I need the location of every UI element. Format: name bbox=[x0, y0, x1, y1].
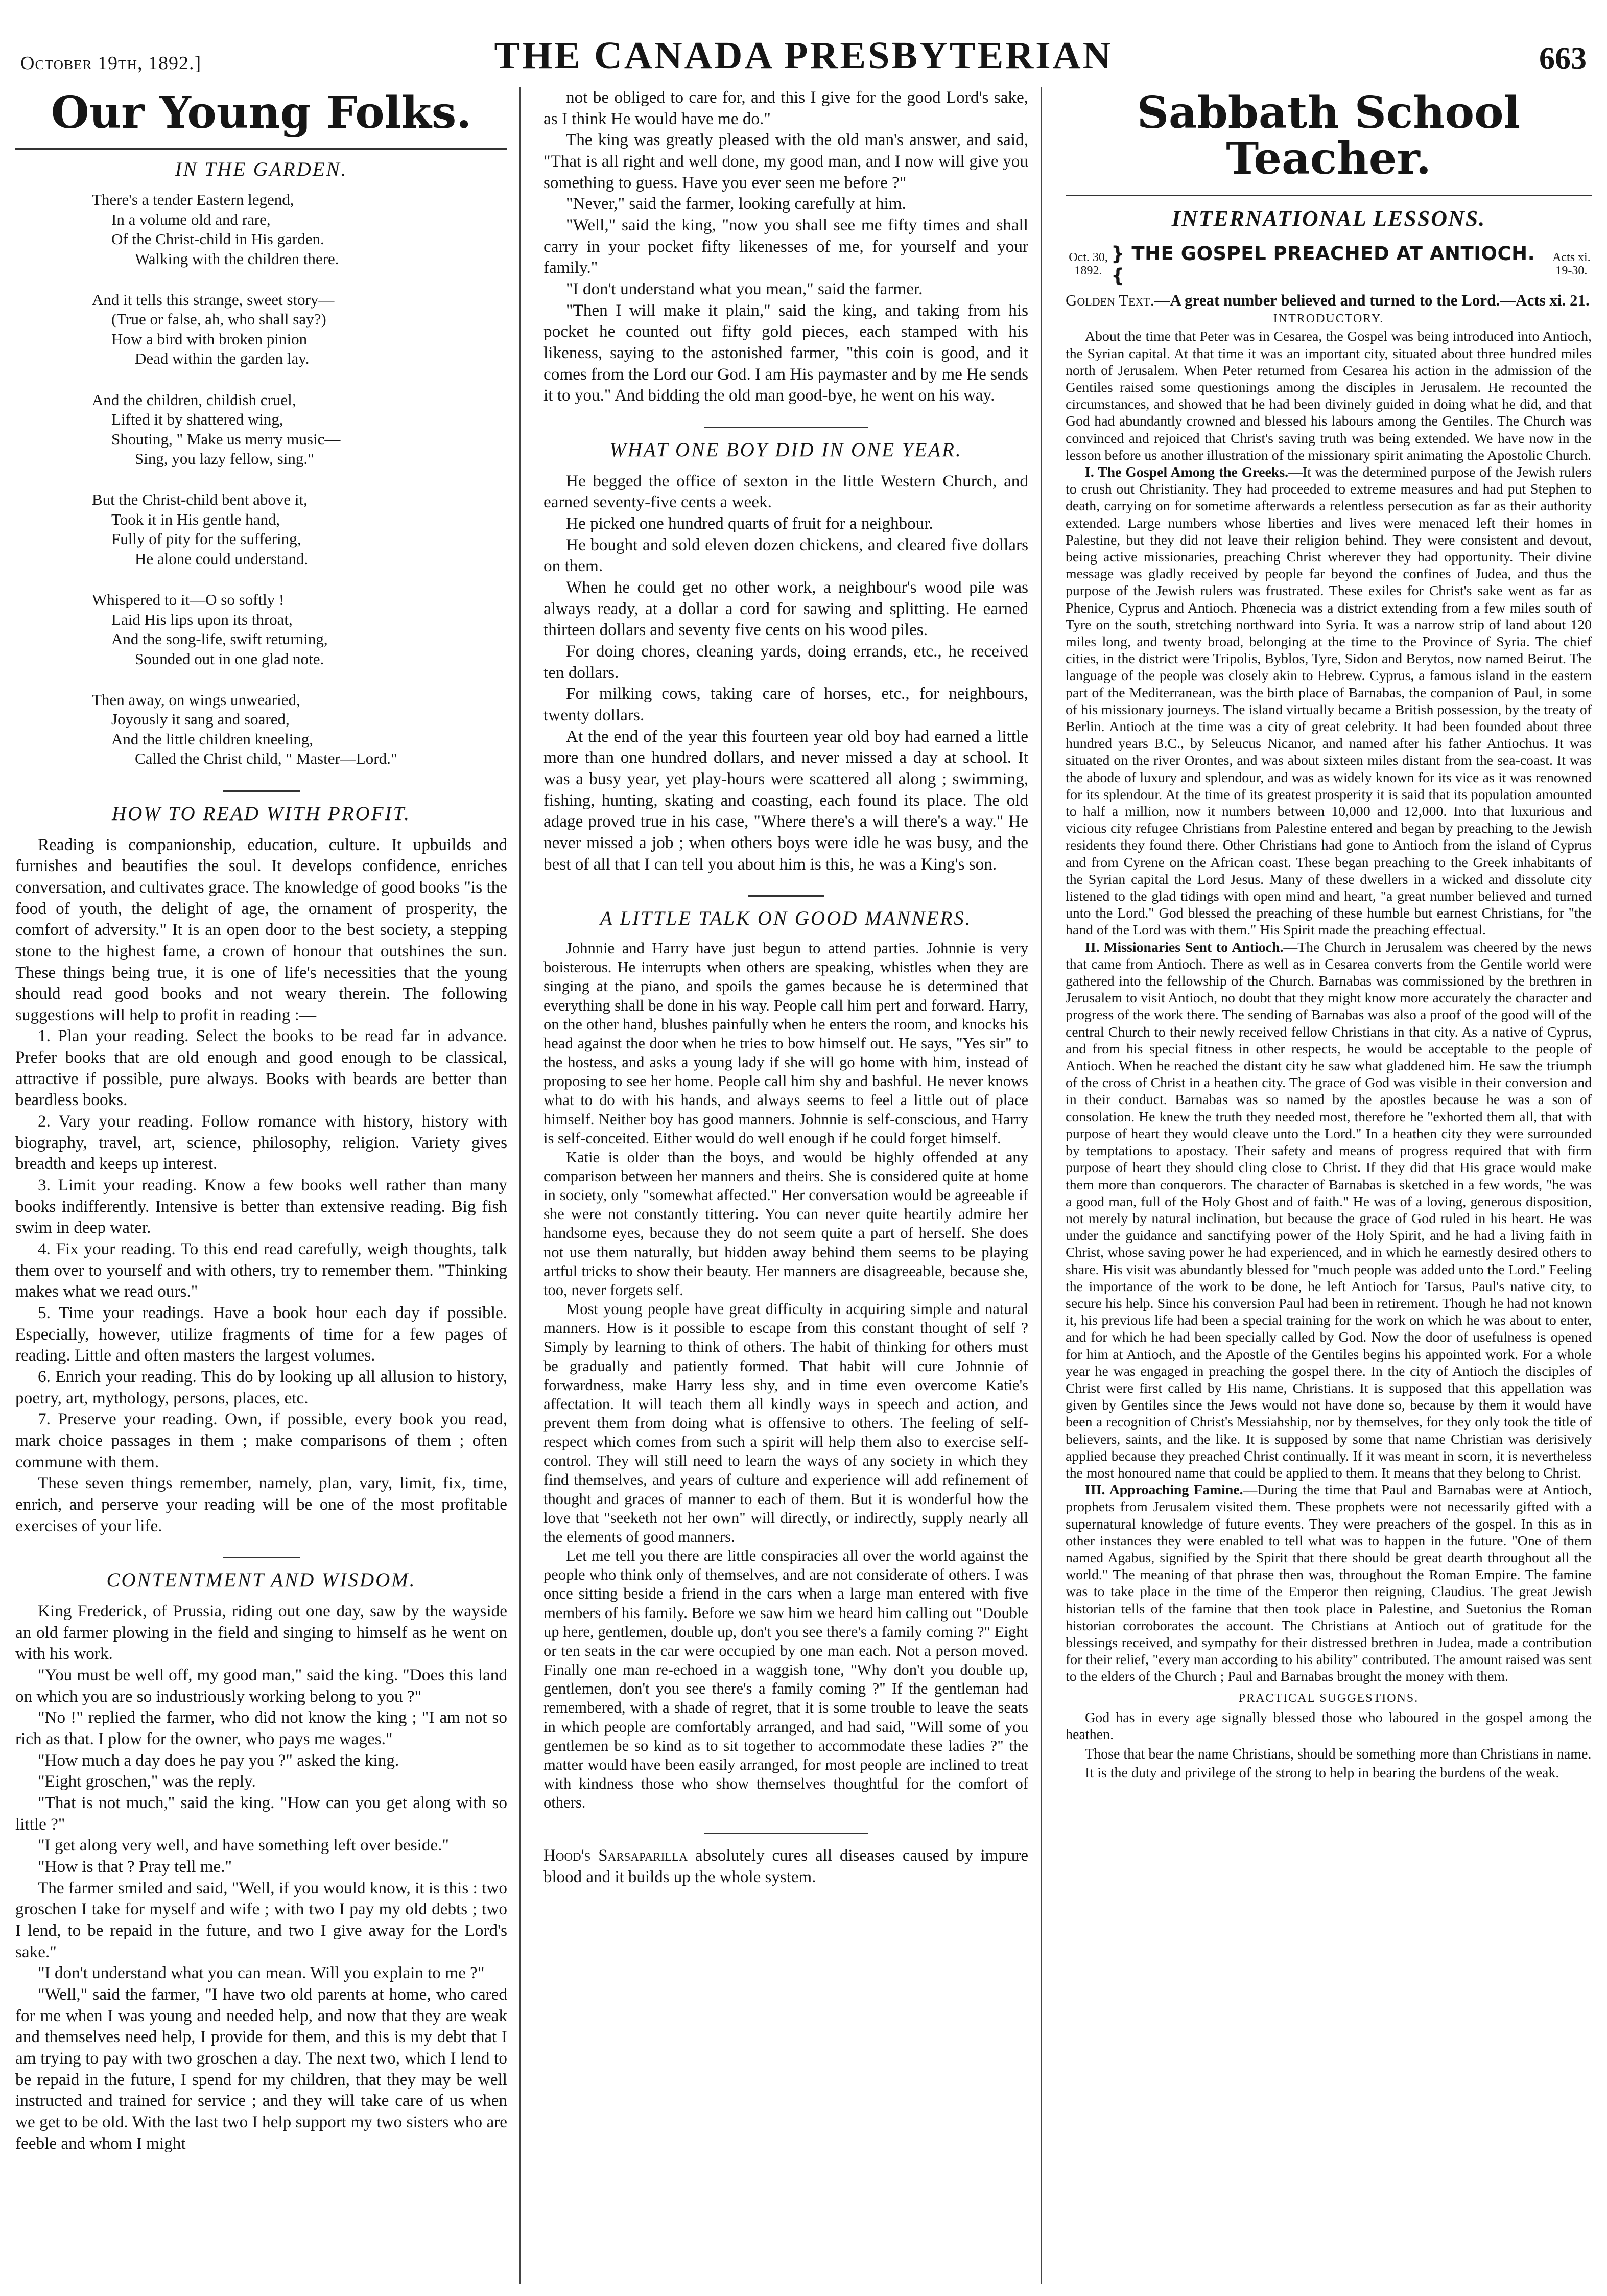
paragraph: Katie is older than the boys, and would be highly offended at any comparison between her manners and theirs. She is considered quite at home in society, only "somewhat affected." Her conversation would be agreeable if she were not constantly tittering. You can never quite heartily admire her handsome eyes, because they do not seem quite a part of herself. She does not use them naturally, but hidden away behind them seems to be playing artful tricks to show their beauty. Her manners are disagreeable, because she, too, never forgets self. bbox=[543, 1148, 1028, 1299]
poem-line: And the children, childish cruel, bbox=[92, 390, 296, 409]
newspaper-title: THE CANADA PRESBYTERIAN bbox=[494, 34, 1113, 77]
paragraph: "Never," said the farmer, looking carefully at him. bbox=[566, 194, 906, 214]
paragraph: "You must be well off, my good man," said the king. "Does this land on which you are so industriously working belong to you ?" bbox=[15, 1666, 507, 1706]
lesson-title: } THE GOSPEL PREACHED AT ANTIOCH. { bbox=[1111, 242, 1535, 287]
paragraph: 5. Time your readings. Have a book hour each day if possible. Especially, however, utilize fragments of time for a few pages of reading. Little and often masters the largest volumes. bbox=[15, 1303, 507, 1365]
poem-line: Laid His lips upon its throat, bbox=[111, 610, 293, 628]
lesson-section-heading: I. The Gospel Among the Greeks. bbox=[1085, 464, 1289, 480]
lesson-section-text: —The Church in Jerusalem was cheered by the news that came from Antioch. There as well as in Cesarea converts from the Gentile world were gathered into the fellowship of the Church. Barnabas was commissioned by the brethren in Jerusalem to visit Antioch, no doubt that they might know more accurately the character and progress of the work there. The sending of Barnabas was also a proof of the good will of the central Church to their newly received fellow Christians in that city. As a native of Cyprus, and from his special fitness in other respects, he would be acceptable to the people of Antioch. When he reached the distant city he saw what gladdened him. He saw the triumph of the cross of Christ in a heathen city. The grace of God was visible in their conversion and in their conduct. Barnabas was so named by the apostles because he was a son of consolation. He knew the truth they needed most, therefore he "exhorted them all, that with purpose of heart they would cleave unto the Lord." In a heathen city they were surrounded by temptations to apostacy. Their safety and means of progress required that with firm purpose of heart they should cling close to Christ. If they did that His grace would make them more than conquerors. The character of Barnabas is sketched in a few words, "he was a good man, full of the Holy Ghost and of faith." He was of a loving, generous disposition, not merely by natural inclination, but because the grace of God ruled in his heart. He was under the guidance and sanctifying power of the Holy Spirit, and he had a living faith in Christ, whose saving power he had experienced, and in which he earnestly desired others to share. His visit was abundantly blessed for "much people was added unto the Lord." Feeling the importance of the work to be done, he left Antioch for Tarsus, Paul's native city, to secure his help. Since his conversion Paul had been in retirement. Though he had not known it, his previous life had been a special training for the work on which he was about to enter, and for which he had been specially called by God. Now the door of usefulness is opened for him at Antioch, and the Apostle of the Gentiles begins his appointed work. For a whole year he was engaged in preaching the gospel there. In the city of Antioch the disciples of Christ were first called by His name, Christians. It is supposed that this appellation was given by Gentiles since the Jews would not have done so, because by them it would have been a recognition of Christ's Messiahship, nor by themselves, for they only took the title of believers, saints, and the like. It is supposed by some that name Christian was derisively applied because they preached Christ continually. If it was meant in scorn, it is nevertheless the most honoured name that could be applied to them. It means that they belong to Christ. bbox=[1066, 939, 1592, 1481]
lesson-section-text: —During the time that Paul and Barnabas were at Antioch, prophets from Jerusalem visited them. These prophets were not necessarily gifted with a supernatural knowledge of future events. They were preachers of the gospel. In this as in other instances they were enabled to tell what was to happen in the future. "One of them named Agabus, signified by the Spirit that there should be great dearth throughout all the world." The meaning of that phrase then was, throughout the Roman Empire. The famine was to take place in the time of the Emperor then reigning, Claudius. The great Jewish historian tells of the famine that then took place in Palestine, and Suetonius the Roman historian corroborates the account. The Christians at Antioch out of gratitude for the blessings received, and sympathy for their distressed brethren in Judea, made a contribution for their relief, "every man according to his ability" contributed. The amount raised was sent to the elders of the Church ; Paul and Barnabas brought the money with them. bbox=[1066, 1482, 1592, 1685]
left-column bbox=[15, 87, 521, 2284]
poem-stanza bbox=[92, 290, 507, 369]
department-title-sabbath-school: Sabbath School Teacher. bbox=[1137, 87, 1521, 185]
paragraph: He picked one hundred quarts of fruit for a neighbour. bbox=[566, 514, 933, 533]
paragraph: He bought and sold eleven dozen chickens, and cleared five dollars on them. bbox=[543, 535, 1028, 576]
section-divider bbox=[704, 1833, 868, 1834]
lesson-section-text: —It was the determined purpose of the Jewish rulers to crush out Christianity. They had proceeded to extreme measures and had put Stephen to death, carrying on for sometime afterwards a relentless persecution as far as their authority extended. Large numbers whose liberties and lives were menaced left their homes in Palestine, but they did not leave their religion behind. They were consistent and devout, being active missionaries, preaching Christ wherever they had opportunity. Their divine message was gladly received by people far beyond the confines of Judea, and thus the purpose of the Jewish rulers was frustrated. These exiles for Christ's sake went as far as Phenice, Cyprus and Antioch. Phœnecia was a district extending from a few miles south of Tyre on the south, stretching northward into Syria. It was a narrow strip of land about 120 miles long, and twenty broad, belonging at the time to the Province of Syria. The chief cities, in the district were Tripolis, Byblos, Tyre, Sidon and Berytos, now named Beirut. The language of the people was closely akin to Hebrew. Cyprus, a famous island in the eastern part of the Mediterranean, was the birth place of Barnabas, the companion of Paul, in some of his missionary journeys. The island virtually became a British possession, by the treaty of Berlin. Antioch at the time was a city of great celebrity. It had been founded about three hundred years B.C., by Seleucus Nicanor, and named after his father Antiochus. It was situated on the river Orontes, and was about sixteen miles distant from the sea-coast. It was the abode of luxury and splendour, and was as widely known for its vice as it was renowned for its splendour. At the time of its greatest prosperity it is said that its population amounted to half a million, now it numbers between 10,000 and 12,000. Into that luxurious and vicious city refugee Christians from Palestine entered and began by preaching to the Jewish residents they found there. Other Christians had gone to Antioch from the island of Cyprus and from Cyrene on the African coast. These began preaching to the Greek inhabitants of the Syrian capital the Lord Jesus. Many of these dwellers in a wicked and dissolute city listened to the glad tidings with open mind and heart, "a great number believed and turned unto the Lord." God blessed the preaching of these humble but earnest Christians, for "the hand of the Lord was with them." His Spirit made the preaching effectual. bbox=[1066, 464, 1592, 939]
paragraph: 3. Limit your reading. Know a few books well rather than many books indifferently. Intensive is better than extensive reading. Big fish swim in deep water. bbox=[15, 1176, 507, 1237]
poem-line: Then away, on wings unwearied, bbox=[92, 690, 300, 709]
poem-line: Of the Christ-child in His garden. bbox=[111, 230, 324, 248]
poem-stanza bbox=[92, 490, 507, 569]
department-rule bbox=[15, 148, 507, 150]
international-lessons-heading: INTERNATIONAL LESSONS. bbox=[1171, 205, 1486, 231]
article-how-to-read bbox=[15, 834, 507, 1537]
paragraph: "Well," said the king, "now you shall see me fifty times and shall carry in your pocket fifty likenesses of me, for yourself and your family." bbox=[543, 215, 1028, 277]
poem-line: Sounded out in one glad note. bbox=[135, 649, 324, 668]
golden-text bbox=[1066, 291, 1592, 311]
section-title-contentment: CONTENTMENT AND WISDOM. bbox=[106, 1569, 416, 1591]
paragraph: 1. Plan your reading. Select the books to be read far in advance. Prefer books that are old enough and good enough to be classical, attractive if possible, pure always. Books with beards are better than beardless books. bbox=[15, 1026, 507, 1110]
practical-suggestion: Those that bear the name Christians, should be something more than Christians in name. bbox=[1085, 1746, 1592, 1762]
advertisement-hoods-sarsaparilla bbox=[543, 1845, 1028, 1888]
section-title-how-to-read: HOW TO READ WITH PROFIT. bbox=[111, 802, 411, 825]
introductory-heading: INTRODUCTORY. bbox=[1273, 312, 1384, 326]
article-contentment-continued bbox=[543, 87, 1028, 406]
lesson-date: Oct. 30, 1892. bbox=[1069, 251, 1108, 277]
paragraph: "How is that ? Pray tell me." bbox=[38, 1857, 232, 1876]
poem-line: Fully of pity for the suffering, bbox=[111, 530, 301, 548]
paragraph: For milking cows, taking care of horses, etc., for neighbours, twenty dollars. bbox=[543, 684, 1028, 724]
paragraph: 6. Enrich your reading. This do by looking up all allusion to history, poetry, art, mythology, persons, places, etc. bbox=[15, 1367, 507, 1408]
poem-title: IN THE GARDEN. bbox=[175, 158, 348, 181]
poem-stanza bbox=[92, 590, 507, 669]
article-one-boy-one-year bbox=[543, 471, 1028, 875]
paragraph: "Then I will make it plain," said the king, and taking from his pocket he counted out fifty gold pieces, each stamped with his likeness, saying to the astonished farmer, "this coin is good, and it comes from the Lord our God. I am His paymaster and by me He sends it to you." And bidding the old man good-bye, he went on his way. bbox=[543, 300, 1028, 405]
department-rule bbox=[1066, 195, 1592, 196]
section-title-good-manners: A LITTLE TALK ON GOOD MANNERS. bbox=[600, 907, 972, 930]
poem-line: How a bird with broken pinion bbox=[111, 330, 308, 348]
poem-line: He alone could understand. bbox=[135, 549, 309, 568]
paragraph: 4. Fix your reading. To this end read carefully, weigh thoughts, talk them over to yourself and with others, try to remember them. "Thinking makes what we read ours." bbox=[15, 1239, 507, 1301]
paragraph: "Well," said the farmer, "I have two old parents at home, who cared for me when I was young and needed help, and now that they are weak and themselves need help, I provide for them, and this is my debt that I am trying to pay with two groschen a day. The next two, which I lend to be repaid in the future, I spend for my children, that they may be well instructed and trained for service ; and they will take care of us when we get to be old. With the last two I help support my two sisters who are feeble and whom I might bbox=[15, 1984, 507, 2153]
paragraph: The farmer smiled and said, "Well, if you would know, it is this : two groschen I take for myself and wife ; with two I pay my old debts ; two I lend, to be repaid in the future, and two I give away for the Lord's sake." bbox=[15, 1878, 507, 1961]
poem-line: There's a tender Eastern legend, bbox=[92, 191, 294, 209]
paragraph: "Eight groschen," was the reply. bbox=[38, 1772, 256, 1791]
paragraph: "No !" replied the farmer, who did not know the king ; "I am not so rich as that. I plow for the owner, who pays me wages." bbox=[15, 1708, 507, 1749]
issue-date: October 19th, 1892.] bbox=[20, 53, 202, 74]
paragraph: not be obliged to care for, and this I give for the good Lord's sake, as I think He would have me do." bbox=[543, 88, 1028, 128]
paragraph: Reading is companionship, education, culture. It upbuilds and furnishes and beautifies the soul. It develops confidence, enriches conversation, and cultivates grace. The knowledge of good books "is the food of youth, the delight of age, the ornament of prosperity, the comfort of adversity." It is an open door to the best society, a stepping stone to the highest fame, a crown of honour that outshines the sun. These things being true, it is one of life's necessities that the young should read good books and not weary therein. The following suggestions will help to profit in reading :— bbox=[15, 835, 507, 1024]
advertisement-text: absolutely cures all diseases caused by impure blood and it builds up the whole system. bbox=[543, 1846, 1028, 1886]
department-title-young-folks: Our Young Folks. bbox=[51, 87, 472, 138]
paragraph: "I get along very well, and have something left over beside." bbox=[38, 1836, 449, 1855]
practical-suggestions-heading: PRACTICAL SUGGESTIONS. bbox=[1238, 1691, 1419, 1705]
poem-line: (True or false, ah, who shall say?) bbox=[111, 310, 326, 329]
poem-in-the-garden bbox=[92, 190, 507, 769]
section-divider bbox=[704, 427, 868, 428]
paragraph: 2. Vary your reading. Follow romance with history, history with biography, travel, art, science, philosophy, religion. Variety gives breadth and keeps up interest. bbox=[15, 1112, 507, 1174]
poem-line: Whispered to it—O so softly ! bbox=[92, 591, 285, 609]
middle-column bbox=[531, 87, 1042, 2284]
poem-stanza bbox=[92, 690, 507, 769]
practical-suggestions bbox=[1066, 1709, 1592, 1782]
poem-line: But the Christ-child bent above it, bbox=[92, 490, 308, 509]
poem-line: And it tells this strange, sweet story— bbox=[92, 290, 335, 309]
practical-suggestion: It is the duty and privilege of the strong to help in bearing the burdens of the weak. bbox=[1085, 1765, 1559, 1782]
paragraph: "I don't understand what you mean," said the farmer. bbox=[566, 279, 923, 298]
poem-line: Called the Christ child, " Master—Lord." bbox=[135, 749, 397, 768]
paragraph: King Frederick, of Prussia, riding out one day, saw by the wayside an old farmer plowing in the field and singing to himself as he went on with his work. bbox=[15, 1602, 507, 1664]
practical-suggestion: God has in every age signally blessed those who laboured in the gospel among the heathen. bbox=[1066, 1709, 1592, 1743]
lesson-sections bbox=[1066, 464, 1592, 1685]
lesson-section-heading: III. Approaching Famine. bbox=[1085, 1482, 1243, 1498]
right-column bbox=[1053, 87, 1592, 2284]
paragraph: "That is not much," said the king. "How can you get along with so little ?" bbox=[15, 1793, 507, 1834]
lesson-section bbox=[1066, 939, 1592, 1482]
lesson-body bbox=[1066, 328, 1592, 1685]
poem-line: Shouting, " Make us merry music— bbox=[111, 430, 341, 448]
masthead bbox=[20, 25, 1587, 76]
paragraph: "How much a day does he pay you ?" asked the king. bbox=[38, 1750, 399, 1770]
advertisement-product-name: Hood's Sarsaparilla bbox=[543, 1846, 688, 1865]
section-divider bbox=[223, 790, 300, 792]
lesson-section bbox=[1066, 1482, 1592, 1685]
poem-line: Sing, you lazy fellow, sing." bbox=[135, 450, 314, 467]
paragraph: For doing chores, cleaning yards, doing errands, etc., he received ten dollars. bbox=[543, 641, 1028, 682]
poem-line: Took it in His gentle hand, bbox=[111, 510, 280, 528]
poem-stanza bbox=[92, 190, 507, 269]
poem-line: Joyously it sang and soared, bbox=[111, 710, 290, 729]
paragraph: At the end of the year this fourteen year old boy had earned a little more than one hundred dollars, and never missed a day at school. It was a busy year, yet play-hours were scattered all along ; swimming, fishing, hunting, skating and coasting, each found its place. The old adage proved true in his case, "Where there's a will there's a way." He never missed a job ; when others boys were idle he was busy, and the best of all that I can tell you about him is this, he was a King's son. bbox=[543, 727, 1028, 874]
poem-line: And the song-life, swift returning, bbox=[111, 630, 328, 648]
paragraph: Johnnie and Harry have just begun to attend parties. Johnnie is very boisterous. He interrupts when others are speaking, whistles when they are singing at the piano, and spoils the games because he is determined that everything shall be done in his way. People call him pert and forward. Harry, on the other hand, blushes painfully when he enters the room, and knocks his head against the door when he tries to bow himself out. He says, "Yes sir" to the hostess, and asks a young lady if she will go home with him, instead of proposing to see her home. People call him shy and bashful. He never knows what to do with his hands, and always seems to feel a little out of place himself. Neither boy has good manners. Johnnie is self-conscious, and Harry is self-conceited. Either would do well enough if he could forget himself. bbox=[543, 940, 1028, 1147]
poem-line: Dead within the garden lay. bbox=[135, 349, 310, 368]
poem-line: In a volume old and rare, bbox=[111, 210, 271, 228]
golden-text-body: —A great number believed and turned to the Lord.—Acts xi. 21. bbox=[1154, 291, 1590, 309]
paragraph: He begged the office of sexton in the little Western Church, and earned seventy-five cents a week. bbox=[543, 471, 1028, 512]
introductory-paragraph: About the time that Peter was in Cesarea, the Gospel was being introduced into Antioch, the Syrian capital. At that time it was an important city, situated about three hundred miles north of Jerusalem. When Peter returned from Cesarea his action in the admission of the Gentiles raised some questionings among the disciples in Jerusalem. He recounted the circumstances, and showed that he had been divinely guided in doing what he did, and that God had abundantly crowned and blessed his labours among the Gentiles. The Church was convinced and rejoiced that Christ's saving truth was being extended. We have now in the lesson before us another illustration of the missionary spirit animating the Apostolic Church. bbox=[1066, 329, 1592, 463]
lesson-section-heading: II. Missionaries Sent to Antioch. bbox=[1085, 939, 1284, 955]
lesson-section bbox=[1066, 464, 1592, 939]
paragraph: "I don't understand what you can mean. Will you explain to me ?" bbox=[38, 1963, 485, 1983]
section-title-one-boy: WHAT ONE BOY DID IN ONE YEAR. bbox=[609, 438, 962, 461]
paragraph: Let me tell you there are little conspiracies all over the world against the people who think only of themselves, and are not considerate of others. I was once sitting beside a friend in the cars when a large man entered with five members of his family. Before we saw him we heard him calling out "Double up here, gentlemen, double up, don't you see there's a family coming ?" Eight or ten seats in the car were occupied by one man each. Not a person moved. Finally one man re-echoed in a waggish tone, "Why don't you double up, gentlemen, don't you see there's a family coming ?" If the gentleman had remembered, with a shade of regret, that it is some trouble to leave the seats in which people are comfortably arranged, and had said, "Will some of you gentlemen be so kind as to sit together to accommodate these ladies ?" the matter would have been easily arranged, for most people are inclined to treat with kindness those who show themselves thoughtful for the comfort of others. bbox=[543, 1547, 1028, 1812]
golden-text-label: Golden Text. bbox=[1066, 291, 1154, 309]
paragraph: When he could get no other work, a neighbour's wood pile was always ready, at a dollar a cord for sawing and splitting. He earned thirteen dollars and seventy five cents on his wood piles. bbox=[543, 578, 1028, 640]
article-good-manners bbox=[543, 939, 1028, 1812]
paragraph: 7. Preserve your reading. Own, if possible, every book you read, mark choice passages in them ; make comparisons of them ; often commune with them. bbox=[15, 1410, 507, 1471]
paragraph: The king was greatly pleased with the old man's answer, and said, "That is all right and well done, my good man, and I now will give you something to guess. Have you ever seen me before ?" bbox=[543, 130, 1028, 192]
paragraph: Most young people have great difficulty in acquiring simple and natural manners. How is it possible to escape from this constant thought of self ? Simply by learning to think of others. The habit of thinking for others must be gradually and patiently formed. That habit will cure Johnnie of forwardness, make Harry less shy, and in time even overcome Katie's affectation. It will teach them all kindly ways in speech and action, and prevent them from doing what is offensive to others. The feeling of self-respect which comes from such a spirit will help them also to exercise self-control. They will still need to learn the ways of any society in which they find themselves, and years of culture and experience will add refinement of thought and graces of manner to each of them. But it is wonderful how the love that "seeketh not her own" will directly, or indirectly, supply nearly all the elements of good manners. bbox=[543, 1300, 1028, 1545]
poem-line: And the little children kneeling, bbox=[111, 730, 314, 748]
section-divider bbox=[748, 895, 824, 897]
lesson-scripture-reference: Acts xi. 19-30. bbox=[1552, 251, 1591, 277]
paragraph: These seven things remember, namely, plan, vary, limit, fix, time, enrich, and perserve your reading will be one of the most profitable exercises of your life. bbox=[15, 1473, 507, 1535]
poem-line: Lifted it by shattered wing, bbox=[111, 410, 283, 429]
poem-stanza bbox=[92, 390, 507, 469]
article-contentment-and-wisdom bbox=[15, 1601, 507, 2154]
lesson-header bbox=[1066, 243, 1592, 287]
page-number: 663 bbox=[1539, 41, 1587, 76]
poem-line: Walking with the children there. bbox=[135, 249, 339, 268]
section-divider bbox=[223, 1557, 300, 1558]
